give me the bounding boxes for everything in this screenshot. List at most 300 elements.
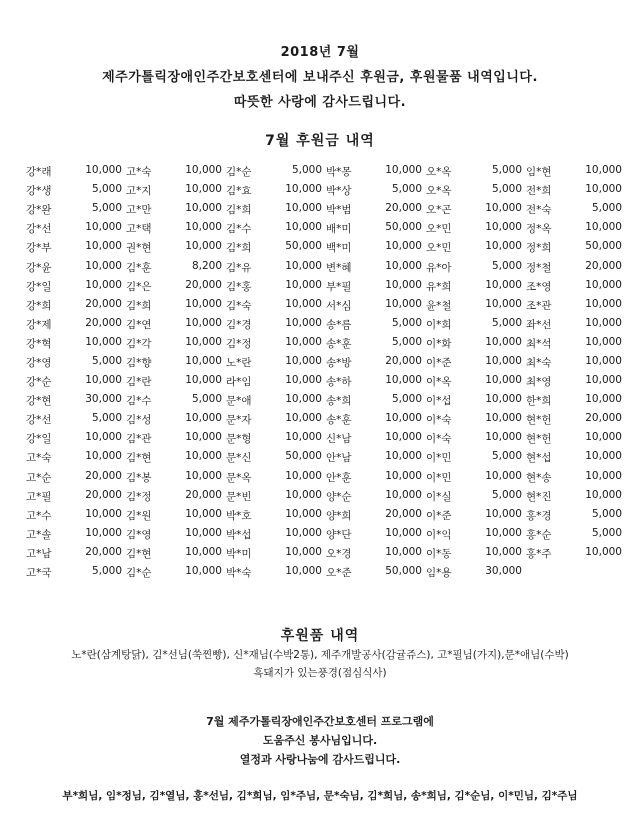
- donation-amount: 10,000: [285, 488, 322, 501]
- donor-name: 조*영: [526, 280, 552, 293]
- donor-name: 이*준: [426, 356, 452, 369]
- donor-name: 김*현: [126, 547, 152, 560]
- donation-amount: 10,000: [385, 488, 422, 501]
- donor-name: 강*일: [26, 280, 52, 293]
- donation-amount: 5,000: [91, 412, 122, 425]
- donor-entry: [224, 546, 324, 561]
- donor-entry: [524, 355, 624, 370]
- donation-amount: 10,000: [185, 316, 222, 329]
- donor-name: 양*순: [326, 490, 352, 503]
- donor-entry: [324, 565, 424, 580]
- donor-name: 이*섭: [426, 395, 452, 408]
- donation-row: [24, 525, 624, 544]
- donation-amount: 10,000: [85, 335, 122, 348]
- donation-amount: 10,000: [585, 354, 622, 367]
- donor-entry: [224, 374, 324, 389]
- donation-amount: 10,000: [385, 526, 422, 539]
- donor-name: 좌*선: [526, 318, 552, 331]
- donation-amount: 10,000: [485, 469, 522, 482]
- donor-entry: [424, 374, 524, 389]
- donation-amount: 10,000: [285, 374, 322, 387]
- donor-entry: [324, 221, 424, 236]
- donor-name: 이*숙: [426, 433, 452, 446]
- donation-amount: 10,000: [285, 507, 322, 520]
- donor-name: 박*섭: [226, 528, 252, 541]
- donor-name: 고*수: [26, 509, 52, 522]
- donation-amount: 10,000: [185, 469, 222, 482]
- donor-name: 김*수: [126, 395, 152, 408]
- donor-name: 권*현: [126, 242, 152, 255]
- donation-amount: 10,000: [385, 374, 422, 387]
- donation-amount: 10,000: [185, 374, 222, 387]
- donor-entry: [424, 393, 524, 408]
- donor-name: 김*순: [226, 166, 252, 179]
- donor-entry: [224, 317, 324, 332]
- donor-name: 정*옥: [526, 223, 552, 236]
- donor-name: 부*필: [326, 280, 352, 293]
- donation-amount: 10,000: [285, 297, 322, 310]
- donor-entry: [24, 336, 124, 351]
- donor-entry: [124, 527, 224, 542]
- donation-amount: 10,000: [285, 412, 322, 425]
- donor-name: 김*희: [226, 204, 252, 217]
- donation-amount: 10,000: [585, 545, 622, 558]
- donation-amount: 5,000: [91, 202, 122, 215]
- donation-amount: 10,000: [185, 183, 222, 196]
- donor-entry: [424, 412, 524, 427]
- donation-amount: 20,000: [385, 507, 422, 520]
- donor-entry: [324, 374, 424, 389]
- donation-amount: 10,000: [485, 412, 522, 425]
- donation-row: [24, 315, 624, 334]
- donor-name: 홍*경: [526, 509, 552, 522]
- donor-name: 강*윤: [26, 261, 52, 274]
- donor-name: 김*원: [126, 509, 152, 522]
- donor-entry: [524, 183, 624, 198]
- donation-amount: 10,000: [185, 335, 222, 348]
- donation-amount: 10,000: [285, 545, 322, 558]
- donation-row: [24, 563, 624, 582]
- donation-amount: 10,000: [585, 221, 622, 234]
- donation-row: [24, 200, 624, 219]
- donor-name: 홍*순: [526, 528, 552, 541]
- header-thanks: 따뜻한 사랑에 감사드립니다.: [233, 95, 407, 110]
- donor-entry: [524, 374, 624, 389]
- donor-name: 서*심: [326, 299, 352, 312]
- donation-amount: 5,000: [91, 183, 122, 196]
- donation-row: [24, 487, 624, 506]
- donation-amount: 10,000: [385, 545, 422, 558]
- donor-name: 최*숙: [526, 356, 552, 369]
- donation-amount: 10,000: [585, 164, 622, 177]
- donor-name: 송*훈: [326, 414, 352, 427]
- donor-name: 라*임: [226, 376, 252, 389]
- donor-entry: [24, 393, 124, 408]
- donation-amount: 10,000: [485, 393, 522, 406]
- donor-entry: [524, 164, 624, 179]
- donor-name: 전*숙: [526, 204, 552, 217]
- donor-entry: [324, 260, 424, 275]
- donation-amount: 10,000: [285, 202, 322, 215]
- donor-name: 이*실: [426, 490, 452, 503]
- donation-amount: 10,000: [185, 240, 222, 253]
- donor-name: 이*옥: [426, 376, 452, 389]
- donor-name: 조*관: [526, 299, 552, 312]
- donation-amount: 5,000: [591, 202, 622, 215]
- donor-entry: [324, 508, 424, 523]
- donation-amount: 20,000: [185, 488, 222, 501]
- donation-amount: 10,000: [385, 431, 422, 444]
- donation-amount: 10,000: [585, 183, 622, 196]
- donor-name: 전*희: [526, 185, 552, 198]
- donor-name: 김*숙: [226, 299, 252, 312]
- donor-entry: [224, 431, 324, 446]
- donor-entry: [324, 279, 424, 294]
- donor-entry: [224, 489, 324, 504]
- donor-entry: [524, 317, 624, 332]
- donor-name: 송*훈: [326, 337, 352, 350]
- donor-name: 김*봉: [126, 471, 152, 484]
- donation-amount: 10,000: [485, 507, 522, 520]
- donor-name: 고*국: [26, 567, 52, 580]
- donation-amount: 20,000: [85, 545, 122, 558]
- thanks-line-2: 도움주신 봉사님입니다.: [262, 734, 378, 747]
- donor-entry: [424, 260, 524, 275]
- donor-entry: [324, 202, 424, 217]
- donation-amount: 10,000: [285, 183, 322, 196]
- donation-amount: 10,000: [85, 450, 122, 463]
- donor-name: 박*호: [226, 509, 252, 522]
- donor-name: 김*유: [226, 261, 252, 274]
- donor-entry: [124, 470, 224, 485]
- donor-entry: [224, 202, 324, 217]
- donor-name: 김*각: [126, 337, 152, 350]
- donor-entry: [524, 202, 624, 217]
- donation-row: [24, 544, 624, 563]
- donation-amount: 10,000: [185, 412, 222, 425]
- donation-row: [24, 238, 624, 257]
- donation-amount: 10,000: [485, 278, 522, 291]
- donation-row: [24, 429, 624, 448]
- donation-amount: 10,000: [185, 164, 222, 177]
- donation-amount: 10,000: [85, 431, 122, 444]
- donor-entry: [124, 279, 224, 294]
- donor-entry: [324, 393, 424, 408]
- donor-entry: [24, 450, 124, 465]
- donation-amount: 10,000: [285, 335, 322, 348]
- donation-amount: 5,000: [591, 526, 622, 539]
- donor-name: 강*완: [26, 204, 52, 217]
- donation-amount: 20,000: [585, 412, 622, 425]
- donor-name: 김*순: [126, 567, 152, 580]
- donation-amount: 10,000: [485, 374, 522, 387]
- donation-amount: 10,000: [85, 221, 122, 234]
- donor-entry: [24, 470, 124, 485]
- donor-name: 강*부: [26, 242, 52, 255]
- donation-amount: 10,000: [485, 240, 522, 253]
- donor-name: 이*민: [426, 471, 452, 484]
- donation-amount: 20,000: [85, 488, 122, 501]
- donation-amount: 10,000: [585, 431, 622, 444]
- donation-row: [24, 372, 624, 391]
- donation-amount: 10,000: [285, 526, 322, 539]
- donor-name: 강*선: [26, 223, 52, 236]
- donation-row: [24, 506, 624, 525]
- goods-list: [20, 646, 620, 682]
- donor-entry: [124, 355, 224, 370]
- donor-name: 현*진: [526, 490, 552, 503]
- donation-amount: 50,000: [285, 240, 322, 253]
- donation-amount: 10,000: [285, 431, 322, 444]
- donor-entry: [524, 508, 624, 523]
- donor-name: 강*선: [26, 414, 52, 427]
- volunteer-names: 부*희님, 임*정님, 김*열님, 홍*선님, 김*희님, 임*주님, 문*숙님, 김*희님, 송*희님, 김*순님, 이*민님, 김*주님: [62, 790, 578, 802]
- donation-amount: 30,000: [85, 393, 122, 406]
- donor-entry: [24, 355, 124, 370]
- donation-amount: 10,000: [485, 221, 522, 234]
- donor-name: 김*은: [126, 280, 152, 293]
- donation-amount: 5,000: [91, 354, 122, 367]
- donation-amount: 5,000: [191, 393, 222, 406]
- donor-name: 이*준: [426, 509, 452, 522]
- donation-row: [24, 353, 624, 372]
- donation-amount: 20,000: [185, 278, 222, 291]
- donor-entry: [424, 565, 524, 580]
- donor-entry: [24, 221, 124, 236]
- donor-name: 김*정: [226, 337, 252, 350]
- donor-name: 고*남: [26, 547, 52, 560]
- donor-name: 이*화: [426, 337, 452, 350]
- donation-amount: 5,000: [591, 507, 622, 520]
- donor-name: 고*숙: [126, 166, 152, 179]
- donor-name: 김*효: [226, 185, 252, 198]
- donor-name: 강*혁: [26, 337, 52, 350]
- donor-entry: [224, 298, 324, 313]
- donor-entry: [124, 374, 224, 389]
- donor-name: 오*준: [326, 567, 352, 580]
- donation-row: [24, 448, 624, 467]
- donation-amount: 10,000: [85, 240, 122, 253]
- donation-amount: 10,000: [585, 374, 622, 387]
- donor-entry: [24, 508, 124, 523]
- donor-name: 최*석: [526, 337, 552, 350]
- donor-entry: [224, 565, 324, 580]
- donor-name: 백*미: [326, 242, 352, 255]
- donor-name: 박*상: [326, 185, 352, 198]
- donor-name: 강*래: [26, 166, 52, 179]
- donor-entry: [24, 431, 124, 446]
- donor-entry: [324, 527, 424, 542]
- donor-entry: [124, 450, 224, 465]
- donor-name: 최*영: [526, 376, 552, 389]
- donor-name: 고*순: [26, 471, 52, 484]
- donation-amount: 50,000: [385, 565, 422, 578]
- donor-name: 송*름: [326, 318, 352, 331]
- donor-entry: [124, 546, 224, 561]
- donation-amount: 10,000: [285, 393, 322, 406]
- donation-amount: 10,000: [385, 469, 422, 482]
- donation-amount: 5,000: [491, 488, 522, 501]
- donor-name: 오*옥: [426, 166, 452, 179]
- donor-name: 강*일: [26, 433, 52, 446]
- donation-amount: 10,000: [185, 354, 222, 367]
- donor-name: 송*방: [326, 356, 352, 369]
- donor-entry: [424, 431, 524, 446]
- donation-amount: 10,000: [585, 335, 622, 348]
- donor-entry: [124, 183, 224, 198]
- donation-amount: 20,000: [85, 469, 122, 482]
- donation-amount: 5,000: [91, 565, 122, 578]
- donor-entry: [524, 260, 624, 275]
- donation-amount: 20,000: [585, 259, 622, 272]
- donor-name: 문*애: [226, 395, 252, 408]
- donor-name: 강*희: [26, 299, 52, 312]
- donor-name: 이*희: [426, 318, 452, 331]
- donor-name: 박*범: [326, 204, 352, 217]
- donor-name: 이*민: [426, 452, 452, 465]
- donor-entry: [524, 470, 624, 485]
- donation-row: [24, 181, 624, 200]
- donation-amount: 10,000: [385, 450, 422, 463]
- donor-name: 유*희: [426, 280, 452, 293]
- donor-name: 김*현: [126, 452, 152, 465]
- donor-entry: [424, 240, 524, 255]
- donation-row: [24, 277, 624, 296]
- donation-amount: 10,000: [485, 431, 522, 444]
- donation-amount: 10,000: [185, 545, 222, 558]
- donation-row: [24, 296, 624, 315]
- donor-entry: [424, 202, 524, 217]
- donor-entry: [24, 527, 124, 542]
- donor-entry: [224, 260, 324, 275]
- donation-amount: 10,000: [585, 278, 622, 291]
- donor-name: 김*란: [126, 376, 152, 389]
- donor-name: 김*희: [226, 242, 252, 255]
- donor-name: 신*남: [326, 433, 352, 446]
- donor-name: 고*택: [126, 223, 152, 236]
- donor-name: 문*자: [226, 414, 252, 427]
- donor-name: 고*필: [26, 490, 52, 503]
- donation-amount: 10,000: [85, 526, 122, 539]
- donation-amount: 10,000: [185, 202, 222, 215]
- donor-entry: [24, 240, 124, 255]
- donation-amount: 50,000: [285, 450, 322, 463]
- donation-amount: 10,000: [85, 374, 122, 387]
- donor-entry: [524, 393, 624, 408]
- donation-amount: 10,000: [85, 507, 122, 520]
- donor-entry: [224, 221, 324, 236]
- donor-entry: [224, 508, 324, 523]
- donation-row: [24, 334, 624, 353]
- donor-entry: [24, 412, 124, 427]
- donor-entry: [424, 164, 524, 179]
- donor-name: 강*영: [26, 356, 52, 369]
- donor-entry: [124, 393, 224, 408]
- donation-amount: 5,000: [291, 164, 322, 177]
- donor-entry: [324, 450, 424, 465]
- donor-name: 문*빈: [226, 490, 252, 503]
- donation-amount: 10,000: [185, 431, 222, 444]
- donation-amount: 10,000: [285, 221, 322, 234]
- donation-amount: 10,000: [385, 259, 422, 272]
- donor-entry: [124, 412, 224, 427]
- donor-entry: [424, 183, 524, 198]
- donor-name: 송*하: [326, 376, 352, 389]
- donor-name: 강*순: [26, 376, 52, 389]
- donor-name: 강*현: [26, 395, 52, 408]
- donation-amount: 10,000: [385, 412, 422, 425]
- donor-entry: [124, 489, 224, 504]
- donor-name: 고*숙: [26, 452, 52, 465]
- donation-amount: 10,000: [285, 469, 322, 482]
- donor-entry: [324, 355, 424, 370]
- donor-entry: [124, 431, 224, 446]
- donation-section-title: 7월 후원금 내역: [265, 133, 375, 149]
- donor-name: 정*철: [526, 261, 552, 274]
- donation-amount: 10,000: [285, 354, 322, 367]
- donor-name: 김*영: [126, 528, 152, 541]
- donation-row: [24, 410, 624, 429]
- donation-amount: 30,000: [485, 565, 522, 578]
- donor-name: 김*희: [126, 299, 152, 312]
- header-intro: 제주가톨릭장애인주간보호센터에 보내주신 후원금, 후원물품 내역입니다.: [102, 70, 538, 85]
- donor-name: 윤*철: [426, 299, 452, 312]
- donor-entry: [224, 355, 324, 370]
- donation-amount: 10,000: [85, 259, 122, 272]
- donor-entry: [524, 298, 624, 313]
- donor-entry: [524, 450, 624, 465]
- header: [0, 40, 640, 115]
- donor-entry: [124, 240, 224, 255]
- donor-entry: [324, 317, 424, 332]
- donor-entry: [224, 527, 324, 542]
- header-date: 2018년 7월: [280, 45, 360, 60]
- donation-amount: 10,000: [385, 240, 422, 253]
- donation-amount: 10,000: [185, 221, 222, 234]
- donation-amount: 10,000: [485, 354, 522, 367]
- donor-entry: [224, 164, 324, 179]
- donor-entry: [324, 431, 424, 446]
- donor-entry: [24, 260, 124, 275]
- donor-entry: [124, 508, 224, 523]
- donor-entry: [324, 489, 424, 504]
- donor-name: 오*곤: [426, 204, 452, 217]
- donor-entry: [24, 565, 124, 580]
- donation-amount: 10,000: [185, 565, 222, 578]
- donor-entry: [24, 279, 124, 294]
- donor-entry: [324, 470, 424, 485]
- donor-name: 현*송: [526, 471, 552, 484]
- donor-name: 오*민: [426, 223, 452, 236]
- donor-name: 박*몽: [326, 166, 352, 179]
- donor-name: 안*남: [326, 452, 352, 465]
- donation-row: [24, 257, 624, 276]
- donor-entry: [124, 317, 224, 332]
- thanks-line-1: 7월 제주가톨릭장애인주간보호센터 프로그램에: [206, 715, 434, 728]
- donor-name: 강*생: [26, 185, 52, 198]
- donor-name: 이*숙: [426, 414, 452, 427]
- donation-amount: 20,000: [85, 316, 122, 329]
- donation-amount: 10,000: [385, 278, 422, 291]
- donation-amount: 10,000: [585, 393, 622, 406]
- donor-entry: [224, 393, 324, 408]
- donation-amount: 5,000: [391, 335, 422, 348]
- donor-entry: [424, 279, 524, 294]
- donation-amount: 8,200: [191, 259, 222, 272]
- donor-name: 문*신: [226, 452, 252, 465]
- donation-amount: 10,000: [585, 297, 622, 310]
- donor-entry: [224, 470, 324, 485]
